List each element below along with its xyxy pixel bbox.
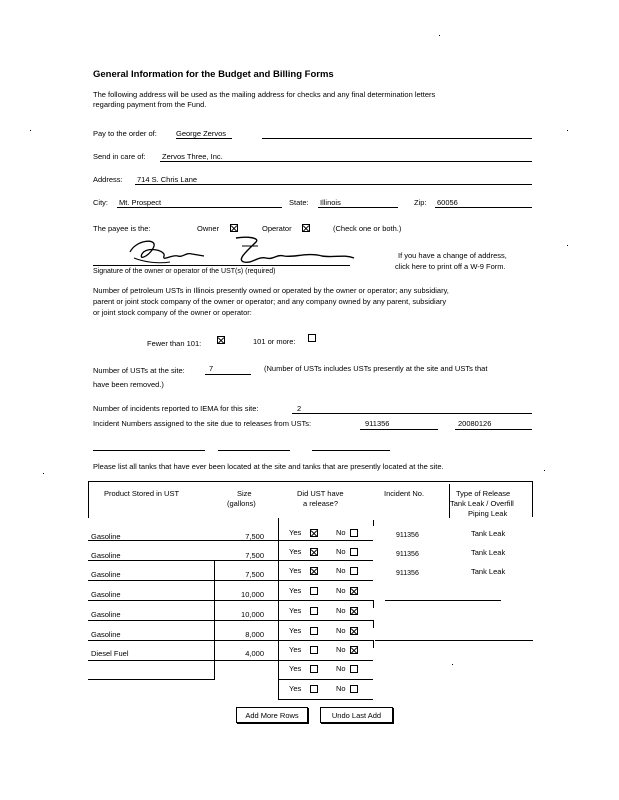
incidents-label: Number of incidents reported to IEMA for this site: [93,404,259,413]
header-release-line2: a release? [303,499,339,508]
row-divider [278,560,373,561]
petroleum-text-line2: parent or joint stock company of the owner or operator; and any company owned by any parent, subsidiary [93,297,447,306]
yes-label: Yes [289,606,302,615]
incident-number-line [455,429,532,430]
add-more-rows-button[interactable]: Add More Rows [236,707,308,723]
check-hint: (Check one or both.) [333,224,402,233]
release-yes-checkbox[interactable] [310,607,318,615]
signature-line [93,265,350,266]
release-no-checkbox[interactable] [350,665,358,673]
fewer-than-checkbox[interactable] [217,336,225,344]
tank-size-field[interactable]: 7,500 [245,551,264,560]
address-field[interactable]: 714 S. Chris Lane [137,175,198,184]
no-label: No [336,664,346,673]
yes-label: Yes [289,566,302,575]
release-no-checkbox[interactable] [350,587,358,595]
header-type-line2: Tank Leak / Overfill [450,499,514,508]
row-divider [385,600,501,601]
release-yes-checkbox[interactable] [310,665,318,673]
change-address-line1[interactable]: If you have a change of address, [398,251,507,260]
care-of-label: Send in care of: [93,152,146,161]
tank-release-type-field[interactable]: Tank Leak [471,548,506,557]
yes-label: Yes [289,586,302,595]
release-no-checkbox[interactable] [350,607,358,615]
header-size-line1: Size [237,489,252,498]
city-field[interactable]: Mt. Prospect [119,198,162,207]
pay-to-line [176,138,232,139]
release-no-checkbox[interactable] [350,529,358,537]
tanks-instruction: Please list all tanks that have ever been located at the site and tanks that are presently located at the site. [93,462,444,471]
operator-checkbox[interactable] [302,224,310,232]
scan-speck [567,245,568,246]
tank-incident-field[interactable]: 911356 [396,570,419,577]
signature-label: Signature of the owner or operator of the UST(s) (required) [93,268,276,275]
tank-incident-field[interactable]: 911356 [396,532,419,539]
address-label: Address: [93,175,123,184]
city-label: City: [93,198,108,207]
usts-note-line2: have been removed.) [93,380,164,389]
row-divider [278,699,373,700]
no-label: No [336,528,346,537]
tank-product-field[interactable]: Gasoline [91,570,121,579]
payee-label: The payee is the: [93,224,151,233]
release-yes-checkbox[interactable] [310,685,318,693]
row-divider [88,660,278,661]
tank-size-field[interactable]: 7,500 [245,532,264,541]
incident-numbers-label: Incident Numbers assigned to the site due to releases from USTs: [93,419,312,428]
row-divider [278,540,373,541]
row-divider [88,620,278,621]
tank-size-field[interactable]: 10,000 [241,590,264,599]
yes-label: Yes [289,626,302,635]
state-label: State: [289,198,309,207]
incident-number-line [218,450,290,451]
row-divider [278,660,373,661]
yes-label: Yes [289,528,302,537]
form-title: General Information for the Budget and Billing Forms [93,69,334,80]
table-col-divider [373,600,374,608]
usts-at-site-line [205,374,251,375]
zip-field[interactable]: 60056 [437,198,458,207]
scan-speck [452,664,453,665]
change-address-line2[interactable]: click here to print off a W-9 Form. [395,262,506,271]
table-left-border [88,481,89,518]
tank-product-field[interactable]: Gasoline [91,551,121,560]
scan-speck [439,35,440,36]
usts-at-site-label: Number of USTs at the site: [93,366,185,375]
no-label: No [336,547,346,556]
undo-last-add-button[interactable]: Undo Last Add [320,707,393,723]
release-yes-checkbox[interactable] [310,529,318,537]
tank-product-field[interactable]: Gasoline [91,532,121,541]
row-divider [375,640,533,641]
no-label: No [336,566,346,575]
no-label: No [336,606,346,615]
state-line [318,207,398,208]
incidents-line [292,413,532,414]
intro-text-line2: regarding payment from the Fund. [93,100,207,109]
scan-speck [544,470,545,471]
release-no-checkbox[interactable] [350,627,358,635]
row-divider [88,560,278,561]
pay-to-label: Pay to the order of: [93,129,157,138]
header-type-line3: Piping Leak [468,509,508,518]
row-divider [278,620,373,621]
state-field[interactable]: Illinois [320,198,341,207]
release-yes-checkbox[interactable] [310,548,318,556]
tank-product-field[interactable]: Diesel Fuel [91,649,129,658]
table-col-divider [373,520,374,526]
tank-incident-field[interactable]: 911356 [396,551,419,558]
incident-number-line [360,429,438,430]
table-col-divider [214,560,215,680]
scan-speck [30,130,31,131]
care-of-line [160,161,532,162]
no-label: No [336,645,346,654]
header-release-line1: Did UST have [297,489,344,498]
row-divider [278,600,373,601]
usts-note-line1: (Number of USTs includes USTs presently at the site and USTs that [264,364,488,373]
tank-size-field[interactable]: 8,000 [245,630,264,639]
tank-size-field[interactable]: 10,000 [241,610,264,619]
yes-label: Yes [289,664,302,673]
row-divider [88,679,214,680]
row-divider [88,600,278,601]
release-yes-checkbox[interactable] [310,567,318,575]
tank-product-field[interactable]: Gasoline [91,630,121,639]
petroleum-text-line3: or joint stock company of the owner or operator: [93,308,252,317]
owner-checkbox[interactable] [230,224,238,232]
owner-label: Owner [197,224,220,233]
incident-number-field[interactable]: 20080126 [458,419,492,428]
no-label: No [336,586,346,595]
petroleum-text-line1: Number of petroleum USTs in Illinois presently owned or operated by the owner or operator; any subsidiary, [93,286,449,295]
incident-number-line [312,450,390,451]
header-size-line2: (gallons) [227,499,256,508]
table-col-divider [373,640,374,648]
incidents-field[interactable]: 2 [297,404,302,413]
header-product: Product Stored in UST [104,489,180,498]
header-type-line1: Type of Release [456,489,511,498]
yes-label: Yes [289,645,302,654]
tank-release-type-field[interactable]: Tank Leak [471,567,506,576]
table-right-border [532,481,533,517]
address-line [135,184,532,185]
table-col-divider [373,620,374,628]
header-incident: Incident No. [384,489,425,498]
pay-to-line-ext [262,138,532,139]
more-than-label: 101 or more: [253,337,296,346]
zip-line [435,207,532,208]
tank-size-field[interactable]: 4,000 [245,649,264,658]
scan-speck [43,473,44,474]
usts-at-site-field[interactable]: 7 [209,364,214,373]
table-col-divider [278,518,279,700]
zip-label: Zip: [414,198,427,207]
release-no-checkbox[interactable] [350,567,358,575]
row-divider [88,640,278,641]
row-divider [278,679,373,680]
release-no-checkbox[interactable] [350,548,358,556]
row-divider [88,580,278,581]
row-divider [88,540,278,541]
no-label: No [336,684,346,693]
row-divider [278,580,373,581]
release-yes-checkbox[interactable] [310,627,318,635]
yes-label: Yes [289,547,302,556]
intro-text-line1: The following address will be used as the mailing address for checks and any final determination letters [93,90,436,99]
scan-speck [567,130,568,131]
pay-to-field[interactable]: George Zervos [176,129,227,138]
table-top-border [88,481,533,482]
operator-label: Operator [262,224,292,233]
tank-product-field[interactable]: Gasoline [91,610,121,619]
release-no-checkbox[interactable] [350,646,358,654]
row-divider [278,640,373,641]
tank-release-type-field[interactable]: Tank Leak [471,529,506,538]
signature-image [108,232,358,268]
release-yes-checkbox[interactable] [310,587,318,595]
release-yes-checkbox[interactable] [310,646,318,654]
incident-number-line [93,450,205,451]
fewer-than-label: Fewer than 101: [147,339,202,348]
more-than-checkbox[interactable] [308,334,316,342]
no-label: No [336,626,346,635]
yes-label: Yes [289,684,302,693]
tank-product-field[interactable]: Gasoline [91,590,121,599]
city-line [117,207,282,208]
tank-size-field[interactable]: 7,500 [245,570,264,579]
incident-number-field[interactable]: 911356 [365,419,390,428]
care-of-field[interactable]: Zervos Three, Inc. [162,152,223,161]
release-no-checkbox[interactable] [350,685,358,693]
